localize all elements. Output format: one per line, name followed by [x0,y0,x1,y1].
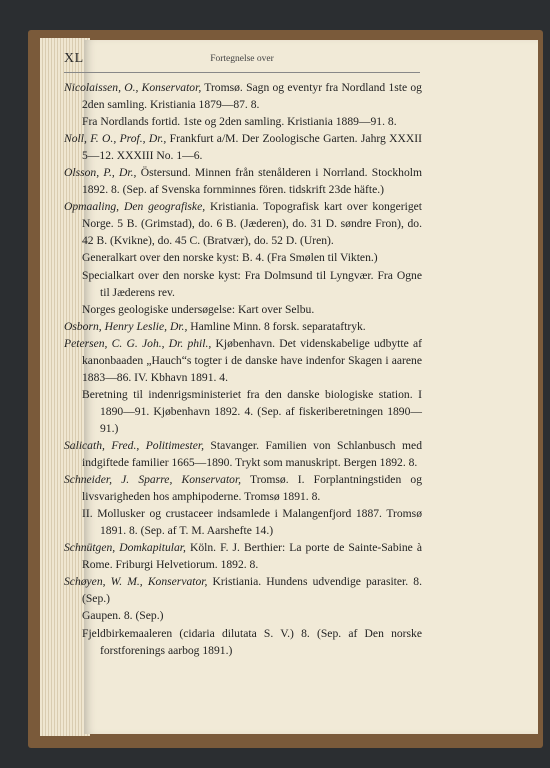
catalog-entry [64,539,422,573]
entry-text: Specialkart over den norske kyst: Fra Dolmsund til Lyngvær. Fra Ogne til Jæderens rev. [82,268,422,299]
entry-text: Gaupen. 8. (Sep.) [82,609,164,623]
catalog-subentry [64,113,422,130]
entry-text: Tromsø. I. Forplantningstiden og livsvarigheden hos amphipoderne. Tromsø 1891. 8. [82,473,422,504]
entry-text: Köln. F. J. Berthier: La porte de Sainte-Sabine à Rome. Friburgi Helvetiorum. 1892. 8. [82,541,422,572]
catalog-entry [64,437,422,471]
catalog-entry [64,573,422,607]
donor-name: Noll, F. O., Prof., Dr., [64,132,167,146]
entry-text: II. Mollusker og crustaceer indsamlede i Malangenfjord 1887. Tromsø 1891. 8. (Sep. af T. M. Aarshefte 14.) [82,507,422,538]
catalog-subentry [64,249,422,266]
donor-name: Schneider, J. Sparre, Konservator, [64,473,242,487]
catalog-entry [64,198,422,249]
donor-name: Schnütgen, Domkapitular, [64,541,186,555]
entry-text: Kristiania. Hundens udvendige parasiter. 8. (Sep.) [82,575,422,606]
entry-text: Fra Nordlands fortid. 1ste og 2den samling. Kristiania 1889—91. 8. [82,115,397,129]
catalog-subentry [64,505,422,539]
catalog-subentry [64,267,422,301]
running-title: Fortegnelse over [210,54,274,64]
catalog-subentry [64,386,422,437]
entry-text: Hamline Minn. 8 forsk. separataftryk. [187,319,366,333]
donor-name: Opmaaling, Den geografiske, [64,200,206,214]
catalog-entries [64,79,422,659]
donor-name: Osborn, Henry Leslie, Dr., [64,319,188,333]
catalog-entry [64,130,422,164]
entry-text: Kristiania. Topografisk kart over kongeriget Norge. 5 B. (Grimstad), do. 6 B. (Jæderen), do. 31 D. søndre Fron), do. 42 B. (Kvikne), do. 45 C. (Bratvær), do. 52 D. (Uren). [82,200,422,248]
header-rule [64,72,420,73]
donor-name: Schøyen, W. M., Konservator, [64,575,208,589]
entry-text: Fjeldbirkemaaleren (cidaria dilutata S. V.) 8. (Sep. af Den norske forstforenings aarbog 1891.) [82,626,422,657]
catalog-entry [64,318,422,335]
page-number: XL [64,51,84,66]
catalog-entry [64,164,422,198]
entry-text: Östersund. Minnen från stenålderen i Norrland. Stockholm 1892. 8. (Sep. af Svenska fornminnes fören. tidskrift 23de häfte.) [82,166,422,197]
catalog-entry [64,471,422,505]
entry-text: Kjøbenhavn. Det videnskabelige udbytte af kanonbaaden „Hauch“s togter i de danske have indenfor Skagen i aarene 1883—86. IV. Kbhavn 1891. 4. [82,336,422,384]
catalog-subentry [64,625,422,659]
entry-text: Tromsø. Sagn og eventyr fra Nordland 1ste og 2den samling. Kristiania 1879—87. 8. [82,81,422,112]
catalog-entry [64,335,422,386]
catalog-subentry [64,301,422,318]
catalog-entry [64,79,422,113]
entry-text: Generalkart over den norske kyst: B. 4. (Fra Smølen til Vikten.) [82,251,378,265]
donor-name: Salicath, Fred., Politimester, [64,438,204,452]
entry-text: Stavanger. Familien von Schlanbusch med indgiftede familier 1665—1890. Trykt som manuskript. Bergen 1892. 8. [82,438,422,470]
entry-text: Beretning til indenrigsministeriet fra den danske biologiske station. I 1890—91. Kjøbenhavn 1892. 4. (Sep. af fiskeriberetningen 1890—91.) [82,387,422,435]
entry-text: Frankfurt a/M. Der Zoologische Garten. Jahrg XXXII 5—12. XXXIII No. 1—6. [82,132,423,163]
page-header [64,51,420,69]
donor-name: Olsson, P., Dr., [64,166,137,180]
donor-name: Petersen, C. G. Joh., Dr. phil., [64,336,212,350]
donor-name: Nicolaissen, O., Konservator, [64,81,202,94]
catalog-subentry [64,607,422,624]
entry-text: Norges geologiske undersøgelse: Kart over Selbu. [82,302,315,316]
